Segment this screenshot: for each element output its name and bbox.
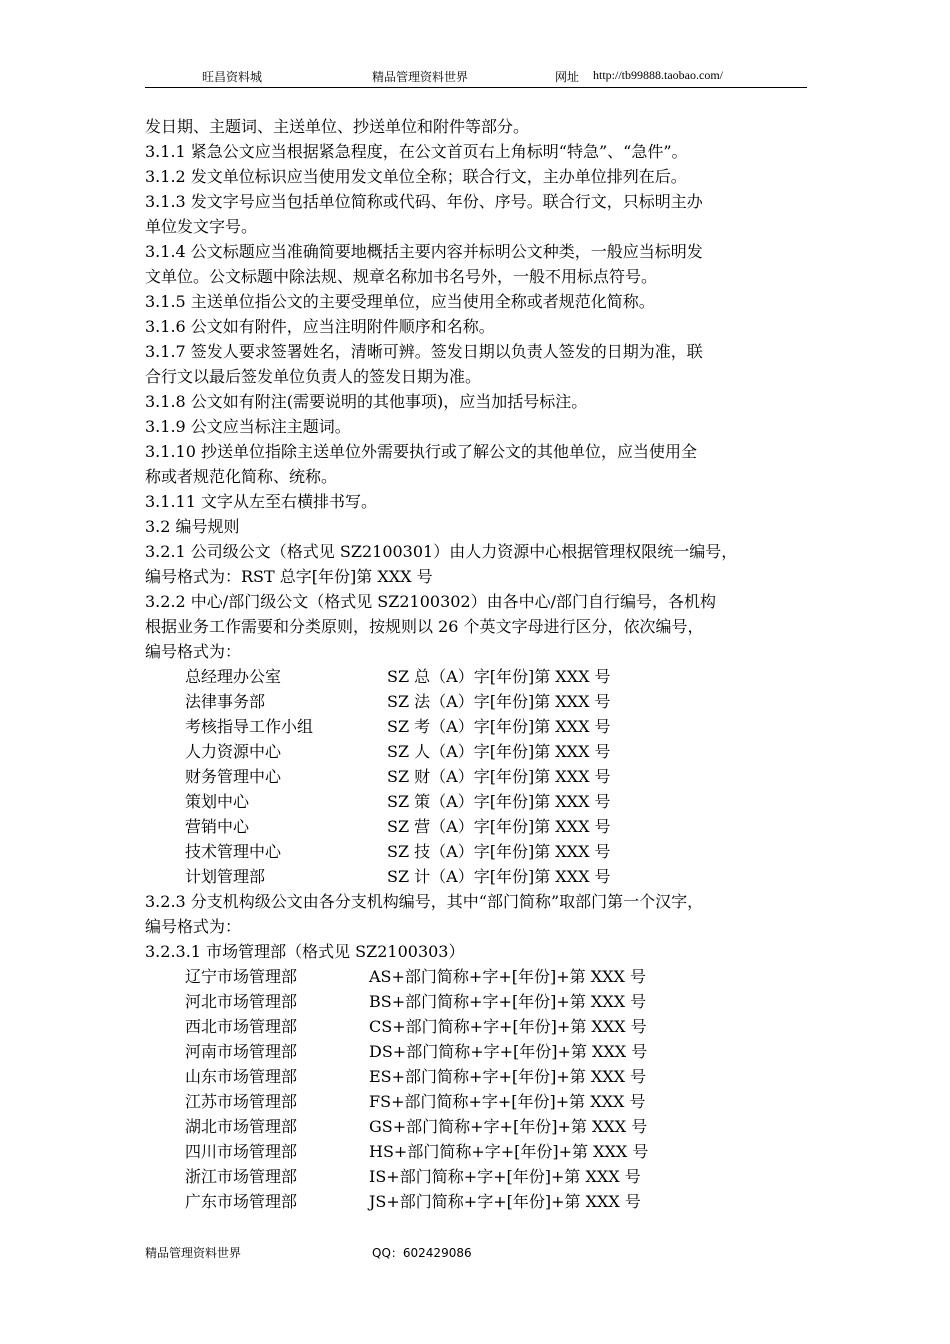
unit-name: 浙江市场管理部 (185, 1167, 298, 1186)
unit-code: DS+部门简称+字+[年份]+第 XXX 号 (369, 1042, 648, 1061)
unit-code: SZ 财（A）字[年份]第 XXX 号 (387, 767, 611, 786)
code-row (145, 864, 807, 889)
unit-name: 法律事务部 (185, 692, 266, 711)
text-line: 编号格式为： (145, 917, 242, 936)
text-line: 3.1.9 公文应当标注主题词。 (145, 417, 351, 436)
unit-name: 河南市场管理部 (185, 1042, 298, 1061)
footer-qq: QQ：602429086 (372, 1246, 472, 1260)
unit-name: 西北市场管理部 (185, 1017, 298, 1036)
unit-code: SZ 营（A）字[年份]第 XXX 号 (387, 817, 611, 836)
unit-name: 辽宁市场管理部 (185, 967, 298, 986)
text-line: 3.2.3.1 市场管理部（格式见 SZ2100303） (145, 942, 465, 961)
unit-name: 山东市场管理部 (185, 1067, 298, 1086)
code-row (145, 1014, 807, 1039)
header-center: 精品管理资料世界 (372, 70, 469, 84)
code-row (145, 764, 807, 789)
text-line: 单位发文字号。 (145, 217, 258, 236)
code-row (145, 1039, 807, 1064)
text-line: 发日期、主题词、主送单位、抄送单位和附件等部分。 (145, 117, 530, 136)
unit-name: 总经理办公室 (185, 667, 282, 686)
text-line: 3.2.1 公司级公文（格式见 SZ2100301）由人力资源中心根据管理权限统一编号， (145, 542, 738, 561)
unit-name: 考核指导工作小组 (185, 717, 314, 736)
unit-code: SZ 考（A）字[年份]第 XXX 号 (387, 717, 611, 736)
code-row (145, 789, 807, 814)
unit-name: 计划管理部 (185, 867, 266, 886)
unit-name: 技术管理中心 (185, 842, 282, 861)
unit-code: BS+部门简称+字+[年份]+第 XXX 号 (369, 992, 647, 1011)
header-url-label: 网址 (555, 70, 580, 84)
text-line: 编号格式为：RST 总字[年份]第 XXX 号 (145, 567, 433, 586)
text-line: 3.1.10 抄送单位指除主送单位外需要执行或了解公文的其他单位，应当使用全 (145, 442, 697, 461)
mid-paragraphs (145, 889, 807, 964)
header-left: 旺昌资料城 (202, 70, 263, 84)
market-code-list (145, 964, 807, 1214)
dept-code-list (145, 664, 807, 889)
footer-left: 精品管理资料世界 (145, 1246, 242, 1260)
text-line: 3.1.7 签发人要求签署姓名，清晰可辨。签发日期以负责人签发的日期为准，联 (145, 342, 703, 361)
code-row (145, 739, 807, 764)
unit-name: 人力资源中心 (185, 742, 282, 761)
unit-code: SZ 总（A）字[年份]第 XXX 号 (387, 667, 611, 686)
text-line: 3.2 编号规则 (145, 517, 240, 536)
code-row (145, 964, 807, 989)
text-line: 3.2.3 分支机构级公文由各分支机构编号，其中“部门简称”取部门第一个汉字， (145, 892, 704, 911)
code-row (145, 839, 807, 864)
unit-code: SZ 人（A）字[年份]第 XXX 号 (387, 742, 611, 761)
unit-code: CS+部门简称+字+[年份]+第 XXX 号 (369, 1017, 647, 1036)
code-row (145, 814, 807, 839)
unit-name: 江苏市场管理部 (185, 1092, 298, 1111)
unit-code: SZ 计（A）字[年份]第 XXX 号 (387, 867, 611, 886)
text-line: 称或者规范化简称、统称。 (145, 467, 338, 486)
unit-code: FS+部门简称+字+[年份]+第 XXX 号 (369, 1092, 646, 1111)
unit-name: 策划中心 (185, 792, 250, 811)
unit-code: SZ 法（A）字[年份]第 XXX 号 (387, 692, 611, 711)
text-line: 3.1.1 紧急公文应当根据紧急程度，在公文首页右上角标明“特急”、“急件”。 (145, 142, 688, 161)
unit-code: SZ 技（A）字[年份]第 XXX 号 (387, 842, 611, 861)
unit-code: AS+部门简称+字+[年份]+第 XXX 号 (369, 967, 646, 986)
top-paragraphs (145, 114, 807, 664)
text-line: 3.1.4 公文标题应当准确简要地概括主要内容并标明公文种类，一般应当标明发 (145, 242, 703, 261)
text-line: 根据业务工作需要和分类原则，按规则以 26 个英文字母进行区分，依次编号， (145, 617, 704, 636)
code-row (145, 1064, 807, 1089)
code-row (145, 689, 807, 714)
text-line: 3.1.3 发文字号应当包括单位简称或代码、年份、序号。联合行文，只标明主办 (145, 192, 703, 211)
unit-name: 河北市场管理部 (185, 992, 298, 1011)
code-row (145, 989, 807, 1014)
text-line: 3.1.5 主送单位指公文的主要受理单位，应当使用全称或者规范化简称。 (145, 292, 655, 311)
text-line: 3.2.2 中心/部门级公文（格式见 SZ2100302）由各中心/部门自行编号，各机构 (145, 592, 717, 611)
text-line: 3.1.11 文字从左至右横排书写。 (145, 492, 377, 511)
text-line: 编号格式为： (145, 642, 242, 661)
code-row (145, 664, 807, 689)
unit-code: JS+部门简称+字+[年份]+第 XXX 号 (369, 1192, 641, 1211)
page-header (145, 66, 807, 86)
unit-name: 财务管理中心 (185, 767, 282, 786)
code-row (145, 1189, 807, 1214)
text-line: 合行文以最后签发单位负责人的签发日期为准。 (145, 367, 482, 386)
code-row (145, 1139, 807, 1164)
text-line: 文单位。公文标题中除法规、规章名称加书名号外，一般不用标点符号。 (145, 267, 658, 286)
unit-code: ES+部门简称+字+[年份]+第 XXX 号 (369, 1067, 647, 1086)
unit-name: 四川市场管理部 (185, 1142, 298, 1161)
document-body (145, 114, 807, 1214)
unit-name: 湖北市场管理部 (185, 1117, 298, 1136)
code-row (145, 714, 807, 739)
text-line: 3.1.8 公文如有附注(需要说明的其他事项)，应当加括号标注。 (145, 392, 588, 411)
unit-code: HS+部门简称+字+[年份]+第 XXX 号 (369, 1142, 649, 1161)
code-row (145, 1164, 807, 1189)
header-url[interactable]: http://tb99888.taobao.com/ (593, 68, 723, 82)
unit-code: GS+部门简称+字+[年份]+第 XXX 号 (369, 1117, 648, 1136)
unit-code: SZ 策（A）字[年份]第 XXX 号 (387, 792, 611, 811)
page-footer (145, 1244, 807, 1264)
unit-name: 营销中心 (185, 817, 250, 836)
code-row (145, 1114, 807, 1139)
unit-name: 广东市场管理部 (185, 1192, 298, 1211)
text-line: 3.1.2 发文单位标识应当使用发文单位全称；联合行文，主办单位排列在后。 (145, 167, 687, 186)
code-row (145, 1089, 807, 1114)
text-line: 3.1.6 公文如有附件，应当注明附件顺序和名称。 (145, 317, 495, 336)
header-divider (145, 87, 807, 88)
unit-code: IS+部门简称+字+[年份]+第 XXX 号 (369, 1167, 641, 1186)
